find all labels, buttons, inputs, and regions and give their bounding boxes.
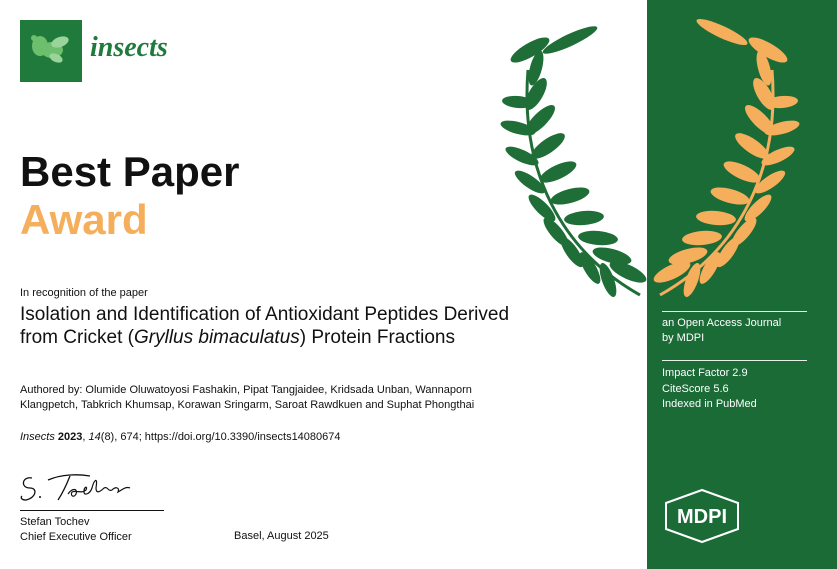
place-date: Basel, August 2025 bbox=[234, 530, 329, 542]
signature-image bbox=[18, 466, 148, 506]
signatory-block bbox=[20, 515, 132, 545]
paper-title-species: Gryllus bimaculatus bbox=[134, 326, 300, 348]
paper-title-part1: Isolation and Identification of Antioxidant Peptides Derived from Cricket ( bbox=[20, 304, 510, 348]
citation-journal: Insects bbox=[20, 431, 55, 443]
mdpi-logo-text: MDPI bbox=[677, 506, 727, 528]
signature-line bbox=[20, 510, 164, 511]
paper-title bbox=[20, 304, 540, 349]
recognition-text: In recognition of the paper bbox=[20, 287, 148, 299]
journal-name: insects bbox=[90, 32, 168, 63]
open-access-text bbox=[662, 316, 781, 346]
signatory-name: Stefan Tochev bbox=[20, 516, 90, 528]
laurel-wreath-icon bbox=[500, 10, 800, 310]
award-title-line2: Award bbox=[20, 196, 148, 243]
citation-rest: (8), 674; https://doi.org/10.3390/insects14080674 bbox=[100, 431, 341, 443]
signatory-role: Chief Executive Officer bbox=[20, 531, 132, 543]
journal-metrics bbox=[662, 366, 757, 413]
citescore: CiteScore 5.6 bbox=[662, 382, 729, 395]
insects-logo-icon bbox=[20, 20, 82, 82]
award-title-line1: Best Paper bbox=[20, 148, 240, 195]
sidebar-divider-top bbox=[662, 311, 807, 312]
paper-title-part2: ) Protein Fractions bbox=[299, 326, 456, 348]
open-access-line2: by MDPI bbox=[662, 332, 705, 344]
citation: Insects 2023, 14(8), 674; https://doi.org/10.3390/insects14080674 bbox=[20, 431, 341, 443]
mdpi-logo-icon bbox=[662, 488, 742, 544]
citation-volume: 14 bbox=[88, 431, 101, 443]
impact-factor: Impact Factor 2.9 bbox=[662, 367, 748, 379]
open-access-line1: an Open Access Journal bbox=[662, 317, 782, 329]
sidebar-divider-middle bbox=[662, 360, 807, 361]
authors-list: Authored by: Olumide Oluwatoyosi Fashakin, Pipat Tangjaidee, Kridsada Unban, Wannaporn Klangpetch, Tabkrich Khumsap, Korawan Sringarm, Saroat Rawdkuen and Suphat Phongthai bbox=[20, 384, 475, 411]
citation-year: 2023 bbox=[57, 431, 83, 443]
indexed-in: Indexed in PubMed bbox=[662, 398, 757, 410]
